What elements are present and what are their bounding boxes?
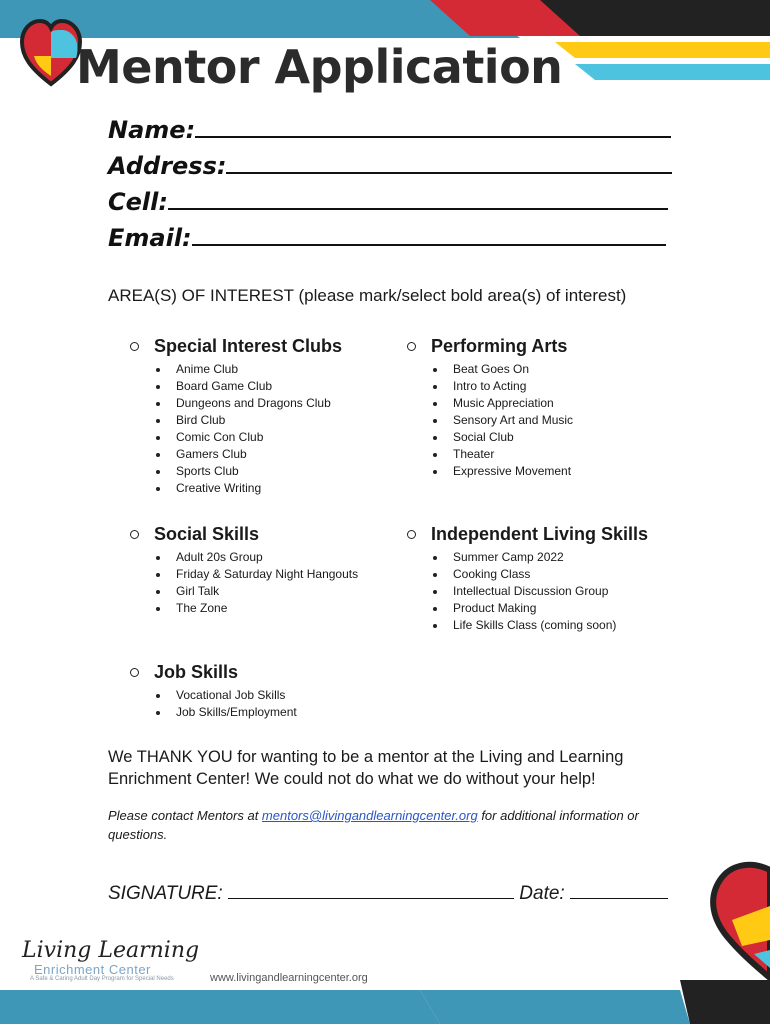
list-item: Music Appreciation (431, 395, 573, 412)
section-social-skills (130, 524, 358, 617)
contact-text-after: for additional information or questions. (108, 808, 639, 842)
section-performing-arts (407, 336, 573, 480)
cell-line[interactable] (168, 186, 668, 210)
radio-circle-icon[interactable] (407, 530, 416, 539)
social-skills-option[interactable] (130, 524, 358, 545)
special-interest-title: Special Interest Clubs (154, 336, 343, 356)
job-skills-option[interactable] (130, 662, 297, 683)
list-item: Social Club (431, 429, 573, 446)
list-item: Bird Club (154, 412, 342, 429)
special-interest-option[interactable] (130, 336, 342, 357)
decorative-heart-icon (690, 850, 770, 990)
performing-arts-option[interactable] (407, 336, 573, 357)
thank-you-message: We THANK YOU for wanting to be a mentor at the Living and Learning Enrichment Center! We could not do what we do without your help! (108, 748, 624, 788)
cell-label: Cell: (108, 188, 168, 216)
name-field[interactable] (108, 114, 671, 144)
list-item: Intellectual Discussion Group (431, 583, 648, 600)
footer-stripes (0, 980, 770, 1024)
list-item: Friday & Saturday Night Hangouts (154, 566, 358, 583)
radio-circle-icon[interactable] (130, 342, 139, 351)
areas-heading: AREA(S) OF INTEREST (please mark/select bold area(s) of interest) (108, 286, 627, 305)
list-item: The Zone (154, 600, 358, 617)
email-field[interactable] (108, 222, 666, 252)
address-line[interactable] (226, 150, 672, 174)
list-item: Summer Camp 2022 (431, 549, 648, 566)
list-item: Job Skills/Employment (154, 704, 297, 721)
section-job-skills (130, 662, 297, 721)
section-independent-living (407, 524, 648, 634)
footer-logo-subtitle: Enrichment Center (34, 962, 151, 977)
list-item: Sensory Art and Music (431, 412, 573, 429)
list-item: Vocational Job Skills (154, 687, 297, 704)
list-item: Creative Writing (154, 480, 342, 497)
list-item: Life Skills Class (coming soon) (431, 617, 648, 634)
list-item: Product Making (431, 600, 648, 617)
page-title: Mentor Application (76, 40, 563, 94)
list-item: Anime Club (154, 361, 342, 378)
social-skills-title: Social Skills (154, 524, 260, 544)
footer-logo-text: Living Learning (22, 938, 200, 963)
address-field[interactable] (108, 150, 672, 180)
independent-living-title: Independent Living Skills (431, 524, 649, 544)
list-item: Girl Talk (154, 583, 358, 600)
mentors-email-link[interactable]: mentors@livingandlearningcenter.org (261, 808, 478, 823)
name-label: Name: (108, 116, 196, 144)
email-label: Email: (108, 224, 192, 252)
footer-logo-tagline: A Safe & Caring Adult Day Program for Special Needs (30, 976, 174, 982)
radio-circle-icon[interactable] (130, 668, 139, 677)
list-item: Gamers Club (154, 446, 342, 463)
list-item: Intro to Acting (431, 378, 573, 395)
list-item: Dungeons and Dragons Club (154, 395, 342, 412)
list-item: Adult 20s Group (154, 549, 358, 566)
date-line[interactable] (570, 880, 668, 899)
list-item: Theater (431, 446, 573, 463)
email-line[interactable] (192, 222, 666, 246)
date-label: Date: (519, 883, 565, 904)
contact-text-before: Please contact Mentors at (108, 808, 262, 823)
cell-field[interactable] (108, 186, 668, 216)
job-skills-title: Job Skills (154, 662, 239, 682)
contact-note (108, 806, 648, 844)
signature-line[interactable] (228, 880, 514, 899)
independent-living-option[interactable] (407, 524, 648, 545)
list-item: Expressive Movement (431, 463, 573, 480)
list-item: Beat Goes On (431, 361, 573, 378)
section-special-interest (130, 336, 342, 497)
list-item: Board Game Club (154, 378, 342, 395)
performing-arts-title: Performing Arts (431, 336, 568, 356)
name-line[interactable] (195, 114, 671, 138)
website-url: www.livingandlearningcenter.org (210, 972, 368, 984)
radio-circle-icon[interactable] (407, 342, 416, 351)
radio-circle-icon[interactable] (130, 530, 139, 539)
heart-puzzle-icon (20, 18, 82, 90)
signature-label: SIGNATURE: (108, 883, 223, 904)
list-item: Sports Club (154, 463, 342, 480)
list-item: Cooking Class (431, 566, 648, 583)
signature-row (108, 880, 668, 905)
address-label: Address: (108, 152, 227, 180)
list-item: Comic Con Club (154, 429, 342, 446)
